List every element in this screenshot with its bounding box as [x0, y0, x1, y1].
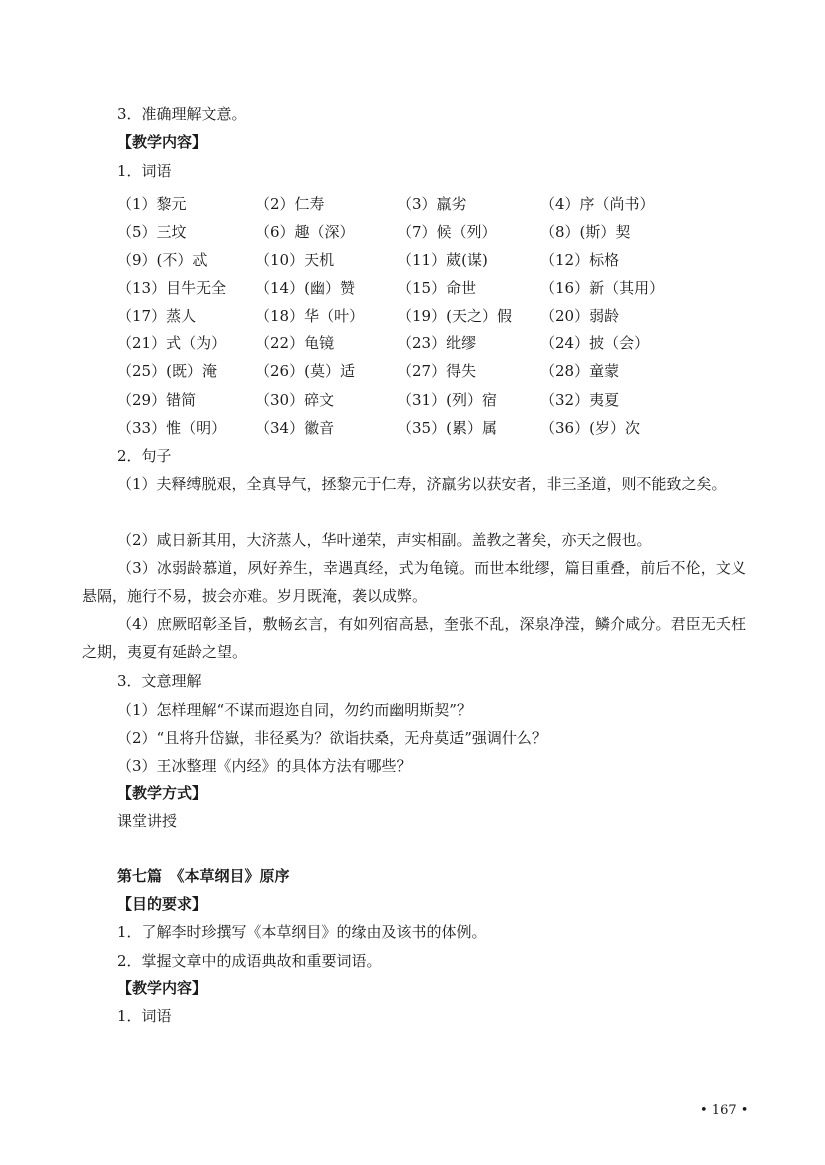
vocab-item: （25）(既）淹 [117, 362, 217, 380]
vocab-item: （1）黎元 [117, 195, 187, 213]
vocab-item: （21）式（为） [117, 334, 227, 352]
objective-2: 2．掌握文章中的成语典故和重要词语。 [117, 952, 382, 970]
vocab-item: （24）披（会） [540, 334, 650, 352]
subheading-vocabulary: 1．词语 [117, 1007, 172, 1025]
vocab-item: （22）龟镜 [255, 334, 335, 352]
vocab-item: （19）(天之）假 [397, 307, 512, 325]
objective-3: 3．准确理解文意。 [117, 105, 247, 123]
question-1: （1）怎样理解“不谋而遐迩自同，勿约而幽明斯契”？ [117, 701, 472, 719]
teaching-method-text: 课堂讲授 [117, 812, 178, 830]
vocab-item: （7）候（列） [397, 223, 497, 241]
vocab-item: （30）碎文 [255, 391, 335, 409]
vocab-item: （34）徽音 [255, 419, 335, 437]
sentence-paragraph: （2）咸日新其用，大济蒸人，华叶递荣，声实相副。盖教之著矣，亦天之假也。 [117, 531, 652, 549]
question-2: （2）“且将升岱嶽，非径奚为？欲诣扶桑，无舟莫适”强调什么？ [117, 729, 547, 747]
vocab-item: （13）目牛无全 [117, 279, 227, 297]
vocab-item: （12）标格 [540, 251, 620, 269]
vocab-item: （9）(不）忒 [117, 251, 208, 269]
vocab-item: （16）新（其用） [540, 279, 665, 297]
vocab-item: （17）蒸人 [117, 307, 197, 325]
subheading-vocabulary: 1．词语 [117, 162, 172, 180]
vocab-item: （35）(累）属 [397, 419, 497, 437]
section-heading-objectives: 【目的要求】 [117, 895, 208, 913]
vocab-item: （5）三坟 [117, 223, 187, 241]
vocab-item: （36）(岁）次 [540, 419, 640, 437]
vocab-item: （11）葳(谋) [397, 251, 488, 269]
vocab-item: （10）天机 [255, 251, 335, 269]
vocab-item: （4）序（尚书） [540, 195, 655, 213]
subheading-comprehension: 3．文意理解 [117, 672, 202, 690]
sentence-paragraph: （3）冰弱龄慕道，夙好养生，幸遇真经，式为龟镜。而世本纰缪，篇目重叠，前后不伦，文义悬隔，施行不易，披会亦难。岁月既淹，袭以成弊。 [82, 559, 746, 605]
vocab-item: （8）(斯）契 [540, 223, 631, 241]
page-number: • 167 • [700, 1103, 749, 1118]
sentence-paragraph: （1）夫释缚脱艰，全真导气，拯黎元于仁寿，济羸劣以获安者，非三圣道，则不能致之矣。 [117, 475, 727, 493]
vocab-item: （23）纰缪 [397, 334, 477, 352]
chapter-title: 第七篇 《本草纲目》原序 [117, 867, 290, 885]
vocab-item: （3）羸劣 [397, 195, 467, 213]
vocab-item: （26）(莫）适 [255, 362, 355, 380]
vocab-item: （20）弱龄 [540, 307, 620, 325]
vocab-item: （15）命世 [397, 279, 477, 297]
vocab-item: （18）华（叶） [255, 307, 365, 325]
subheading-sentences: 2．句子 [117, 447, 172, 465]
section-heading-teaching-content: 【教学内容】 [117, 133, 208, 151]
vocab-item: （14）(幽）赞 [255, 279, 355, 297]
section-heading-teaching-method: 【教学方式】 [117, 784, 208, 802]
question-3: （3）王冰整理《内经》的具体方法有哪些？ [117, 757, 412, 775]
vocab-item: （29）错简 [117, 391, 197, 409]
vocab-item: （33）惟（明） [117, 419, 227, 437]
vocab-item: （27）得失 [397, 362, 477, 380]
vocab-item: （28）童蒙 [540, 362, 620, 380]
vocab-item: （32）夷夏 [540, 391, 620, 409]
section-heading-teaching-content: 【教学内容】 [117, 979, 208, 997]
vocab-item: （31）(列）宿 [397, 391, 497, 409]
objective-1: 1．了解李时珍撰写《本草纲目》的缘由及该书的体例。 [117, 923, 487, 941]
vocab-item: （6）趣（深） [255, 223, 355, 241]
sentence-paragraph: （4）庶厥昭彰圣旨，敷畅玄言，有如列宿高悬，奎张不乱，深泉净滢，鳞介咸分。君臣无夭枉之期，夷夏有延龄之望。 [82, 615, 746, 661]
vocab-item: （2）仁寿 [255, 195, 325, 213]
